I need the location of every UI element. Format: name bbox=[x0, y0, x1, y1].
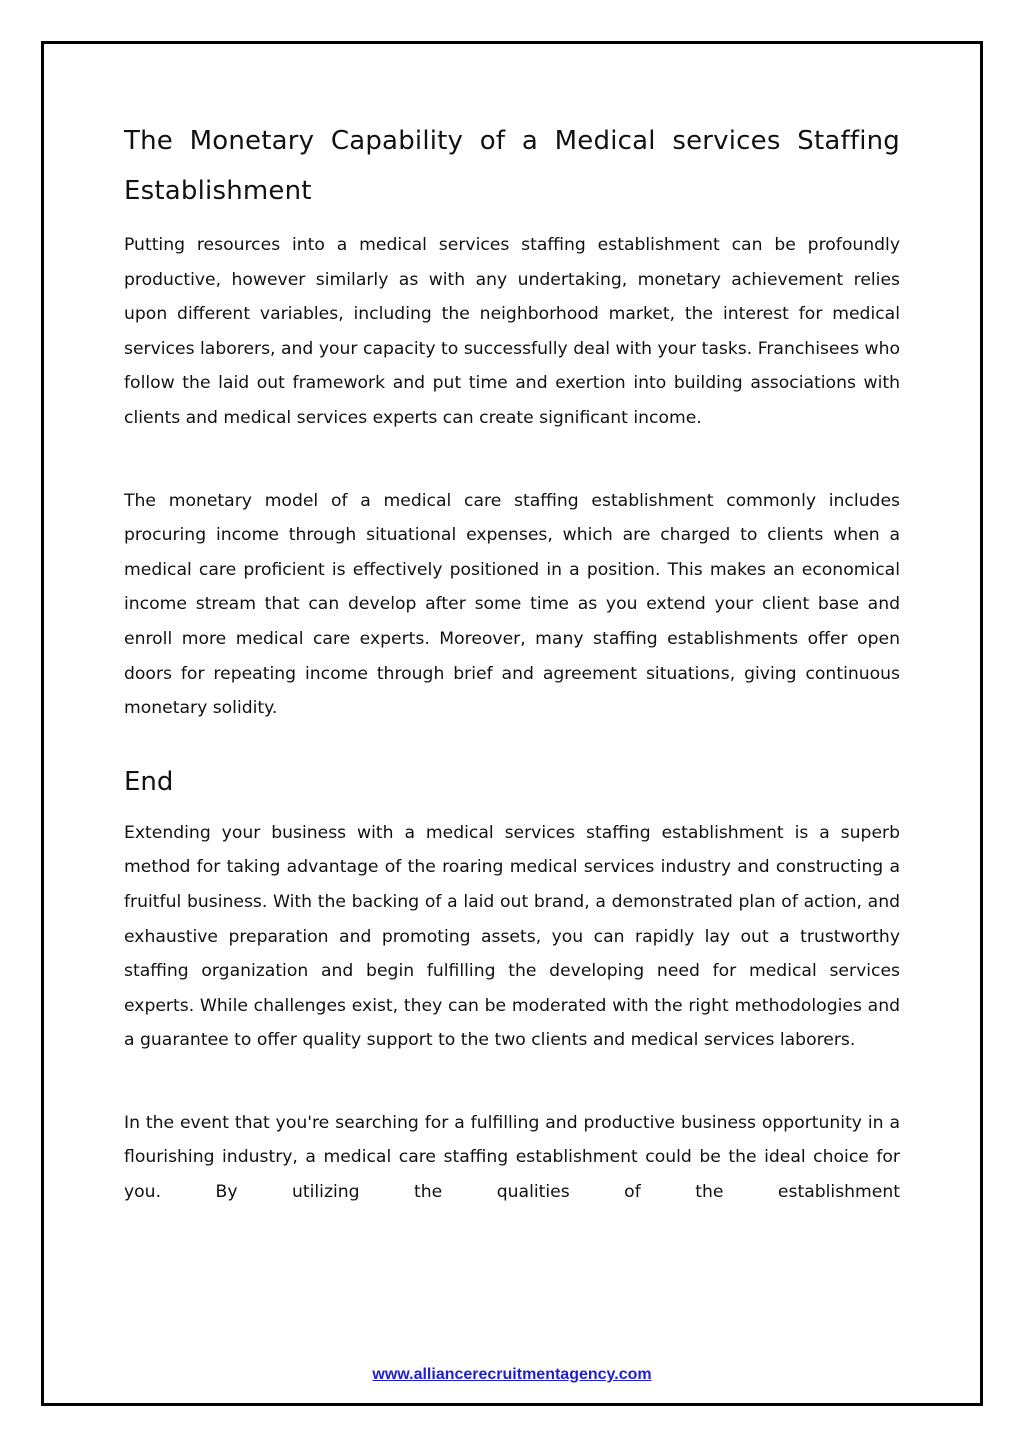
paragraph: Putting resources into a medical services staffing establishment can be profoundly productive, however similarly as with any undertaking, monetary achievement relies upon different variables, including the neighborhood market, the interest for medical services laborers, and your capacity to successfully deal with your tasks. Franchisees who follow the laid out framework and put time and exertion into building associations with clients and medical services experts can create significant income. bbox=[124, 235, 900, 428]
document-body bbox=[124, 116, 900, 1210]
footer-website-link[interactable]: www.alliancerecruitmentagency.com bbox=[372, 1366, 652, 1383]
document-title: The Monetary Capability of a Medical services Staffing Establishment bbox=[124, 126, 900, 206]
section-heading: End bbox=[124, 766, 174, 797]
paragraph: Extending your business with a medical services staffing establishment is a superb method for taking advantage of the roaring medical services industry and constructing a fruitful business. With the backing of a laid out brand, a demonstrated plan of action, and exhaustive preparation and promoting assets, you can rapidly lay out a trustworthy staffing organization and begin fulfilling the developing need for medical services experts. While challenges exist, they can be moderated with the right methodologies and a guarantee to offer quality support to the two clients and medical services laborers. bbox=[124, 822, 900, 1051]
paragraph: The monetary model of a medical care staffing establishment commonly includes procuring income through situational expenses, which are charged to clients when a medical care proficient is effectively positioned in a position. This makes an economical income stream that can develop after some time as you extend your client base and enroll more medical care experts. Moreover, many staffing establishments offer open doors for repeating income through brief and agreement situations, giving continuous monetary solidity. bbox=[124, 490, 900, 719]
paragraph: In the event that you're searching for a fulfilling and productive business opportunity in a flourishing industry, a medical care staffing establishment could be the ideal choice for you. By utilizing the qualities of the establishment bbox=[124, 1112, 900, 1203]
